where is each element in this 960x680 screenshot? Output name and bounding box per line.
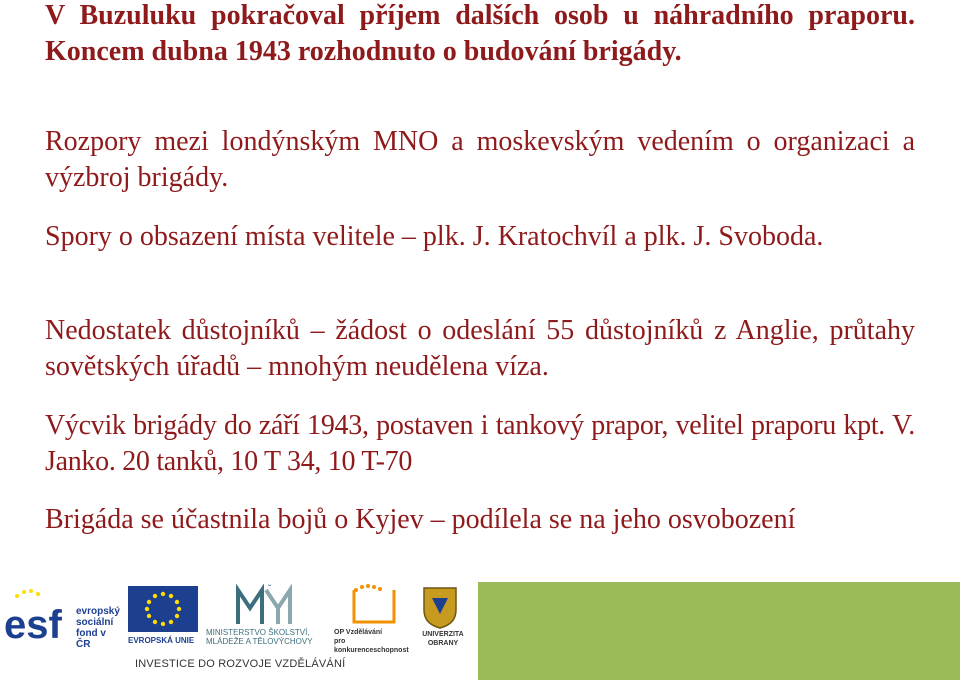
paragraph-vycvik: Výcvik brigády do září 1943, postaven i tankový prapor, velitel praporu kpt. V. Janko. 20 tanků, 10 T 34, 10 T-70: [45, 410, 915, 477]
op-vk-icon: [334, 584, 414, 628]
investice-tagline: INVESTICE DO ROZVOJE VZDĚLÁVÁNÍ: [135, 658, 346, 670]
footer-green-band: [478, 582, 960, 680]
op-vk-caption: OP Vzdělávání pro konkurenceschopnost: [334, 629, 409, 654]
msmt-logo: [206, 584, 330, 650]
univerzita-obrany-logo: [420, 584, 476, 650]
esf-caption: evropský sociální fond v ČR: [76, 606, 120, 650]
esf-logo: [4, 586, 122, 650]
eu-flag-icon: [128, 586, 198, 632]
univerzita-caption: UNIVERZITA OBRANY: [422, 631, 464, 647]
paragraph-brigada: Brigáda se účastnila bojů o Kyjev – podílela se na jeho osvobození: [45, 504, 796, 535]
paragraph-buzuluk: V Buzuluku pokračoval příjem dalších osob u náhradního praporu. Koncem dubna 1943 rozhodnuto o budování brigády.: [45, 0, 915, 67]
esf-icon: [4, 586, 74, 646]
eu-logo: [128, 586, 200, 650]
paragraph-rozpory: Rozpory mezi londýnským MNO a moskevským vedením o organizaci a výzbroj brigády.: [45, 126, 915, 193]
eu-caption: EVROPSKÁ UNIE: [128, 636, 195, 645]
svg-text:esf: esf: [4, 603, 62, 646]
shield-icon: [420, 584, 460, 630]
paragraph-nedostatek: Nedostatek důstojníků – žádost o odeslání 55 důstojníků z Anglie, průtahy sovětských úřadů – mnohým neudělena víza.: [45, 315, 915, 382]
msmt-icon: [206, 584, 330, 628]
op-vk-logo: [334, 584, 414, 654]
msmt-caption: MINISTERSTVO ŠKOLSTVÍ, MLÁDEŽE A TĚLOVÝCHOVY: [206, 628, 313, 646]
paragraph-spory: Spory o obsazení místa velitele – plk. J. Kratochvíl a plk. J. Svoboda.: [45, 221, 824, 252]
svg-text:ˇ: ˇ: [268, 584, 272, 595]
footer-logos: [0, 582, 960, 680]
footer-logo-strip: [0, 582, 478, 680]
